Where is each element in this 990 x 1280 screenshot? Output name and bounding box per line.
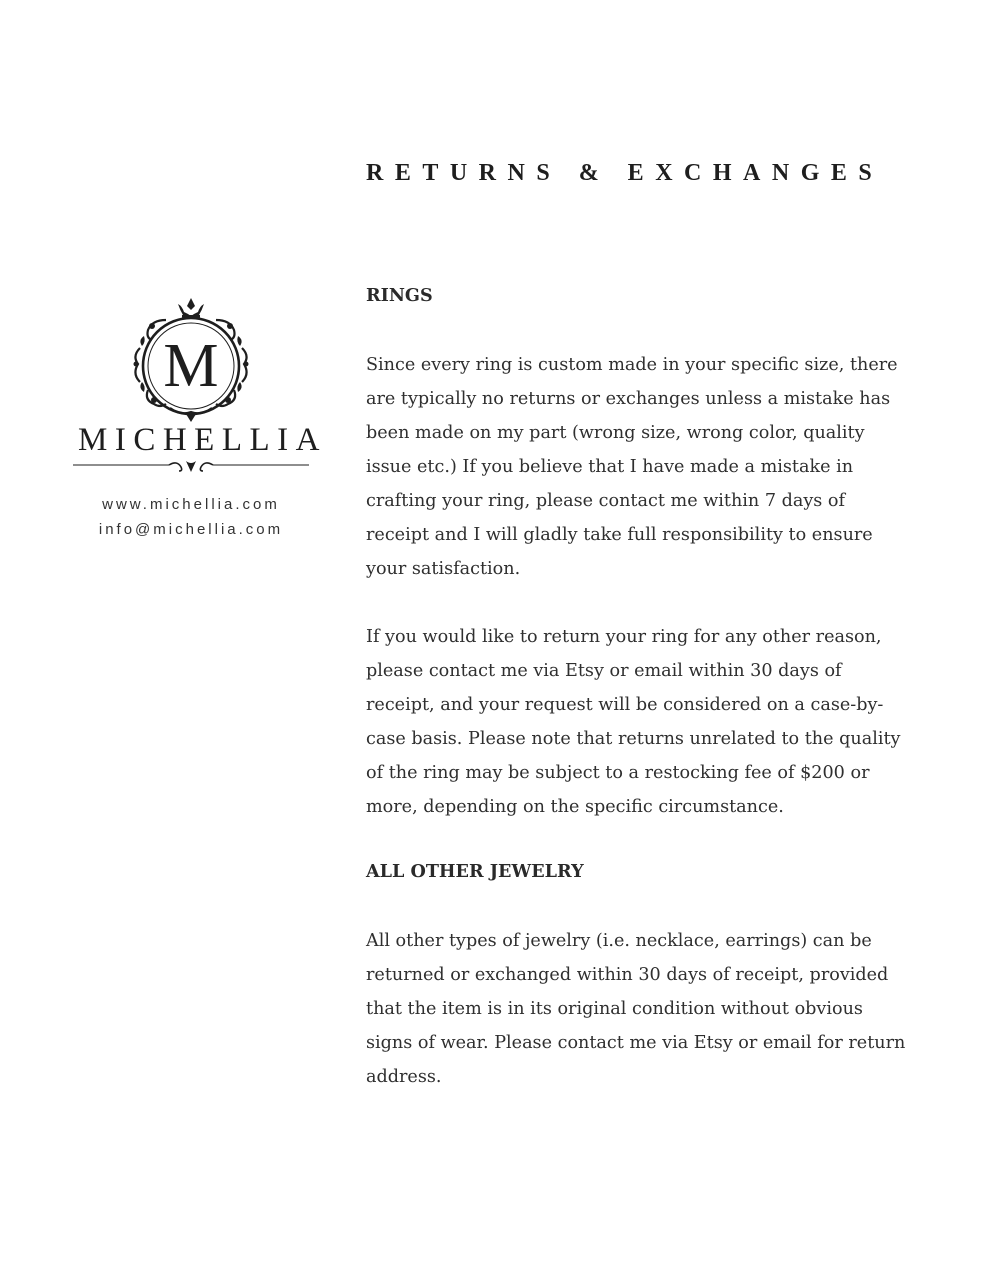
website-link[interactable]: www.michellia.com: [102, 496, 280, 514]
contact-block: [70, 492, 312, 542]
brand-sidebar: [70, 296, 327, 542]
section-heading-other-jewelry: ALL OTHER JEWELRY: [366, 861, 584, 882]
other-jewelry-paragraph-1: All other types of jewelry (i.e. necklace, earrings) can be returned or exchanged within 30 days of receipt, provided that the item is in its original condition without obvious signs of wear. Please contact me via Etsy or email for return address.: [366, 931, 906, 1087]
crown-icon: [178, 298, 204, 318]
rings-paragraph-2: If you would like to return your ring for any other reason, please contact me via Etsy or email within 30 days of receipt, and your request will be considered on a case-by-case basis. Please note that returns unrelated to the quality of the ring may be subject to a restocking fee of $200 or more, depending on the specific circumstance.: [366, 627, 901, 817]
flourish-divider-icon: [73, 458, 309, 474]
email-link[interactable]: info@michellia.com: [98, 521, 284, 539]
rings-paragraph-1: Since every ring is custom made in your specific size, there are typically no returns or exchanges unless a mistake has been made on my part (wrong size, wrong color, quality issue etc.) If you believe that I have made a mistake in crafting your ring, please contact me within 7 days of receipt and I will gladly take full responsibility to ensure your satisfaction.: [366, 355, 898, 579]
page-title: RETURNS & EXCHANGES: [366, 160, 884, 186]
section-heading-rings: RINGS: [366, 285, 433, 306]
brand-name: MICHELLIA: [78, 422, 327, 458]
policy-content: [366, 282, 911, 1094]
monogram-crest-icon: [126, 296, 256, 424]
monogram-letter: M: [163, 332, 219, 400]
